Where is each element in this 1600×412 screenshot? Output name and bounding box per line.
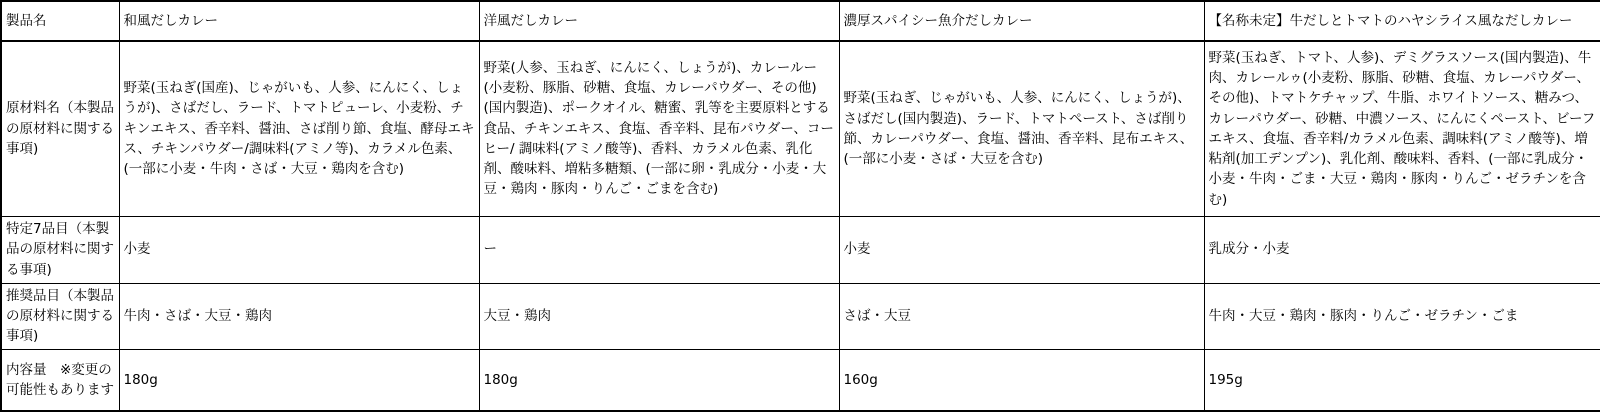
row-label-specified-allergens: 特定7品目（本製品の原材料に関する事項) [1, 216, 119, 283]
specified-allergens-yofu: ー [479, 216, 839, 283]
recommended-allergens-wafu: 牛肉・さば・大豆・鶏肉 [119, 283, 479, 349]
ingredients-wafu: 野菜(玉ねぎ(国産)、じゃがいも、人参、にんにく、しょうが)、さばだし、ラード、トマトピューレ、小麦粉、チキンエキス、香辛料、醤油、さば削り節、食塩、酵母エキス、チキンパウダー/調味料(アミノ等)、カラメル色素、(一部に小麦・牛肉・さば・大豆・鶏肉を含む) [119, 41, 479, 216]
recommended-allergens-seafood: さば・大豆 [839, 283, 1204, 349]
specified-allergens-wafu: 小麦 [119, 216, 479, 283]
ingredients-hayashi: 野菜(玉ねぎ、トマト、人参)、デミグラスソース(国内製造)、牛肉、カレールゥ(小麦粉、豚脂、砂糖、食塩、カレーパウダー、その他)、トマトケチャップ、牛脂、ホワイトソース、糖みつ、カレーパウダー、砂糖、中濃ソース、にんにくペースト、ビーフエキス、食塩、香辛料/カラメル色素、調味料(アミノ酸等)、増粘剤(加工デンプン)、乳化剤、酸味料、香料、(一部に乳成分・小麦・牛肉・ごま・大豆・鶏肉・豚肉・りんご・ゼラチンを含む) [1204, 41, 1600, 216]
net-weight-wafu: 180g [119, 349, 479, 411]
product-name-seafood-dashi-curry: 濃厚スパイシー魚介だしカレー [839, 1, 1204, 41]
recommended-allergens-hayashi: 牛肉・大豆・鶏肉・豚肉・りんご・ゼラチン・ごま [1204, 283, 1600, 349]
recommended-allergens-row [1, 283, 1600, 349]
net-weight-seafood: 160g [839, 349, 1204, 411]
specified-allergens-row [1, 216, 1600, 283]
row-label-recommended-allergens: 推奨品目（本製品の原材料に関する事項) [1, 283, 119, 349]
row-label-net-weight: 内容量 ※変更の可能性もあります [1, 349, 119, 411]
product-name-yofu-dashi-curry: 洋風だしカレー [479, 1, 839, 41]
header-row [1, 1, 1600, 41]
recommended-allergens-yofu: 大豆・鶏肉 [479, 283, 839, 349]
ingredients-seafood: 野菜(玉ねぎ、じゃがいも、人参、にんにく、しょうが)、さばだし(国内製造)、ラード、トマトペースト、さば削り節、カレーパウダー、食塩、醤油、香辛料、昆布エキス、(一部に小麦・さば・大豆を含む) [839, 41, 1204, 216]
net-weight-hayashi: 195g [1204, 349, 1600, 411]
row-label-ingredients: 原材料名（本製品の原材料に関する事項) [1, 41, 119, 216]
header-row-label: 製品名 [1, 1, 119, 41]
specified-allergens-seafood: 小麦 [839, 216, 1204, 283]
specified-allergens-hayashi: 乳成分・小麦 [1204, 216, 1600, 283]
ingredients-row [1, 41, 1600, 216]
net-weight-row [1, 349, 1600, 411]
net-weight-yofu: 180g [479, 349, 839, 411]
ingredients-yofu: 野菜(人参、玉ねぎ、にんにく、しょうが)、カレールー(小麦粉、豚脂、砂糖、食塩、カレーパウダー、その他)(国内製造)、ポークオイル、糖蜜、乳等を主要原料とする食品、チキンエキス、食塩、香辛料、昆布パウダー、コーヒー/ 調味料(アミノ酸等)、香料、カラメル色素、乳化剤、酸味料、増粘多糖類、(一部に卵・乳成分・小麦・大豆・鶏肉・豚肉・りんご・ごまを含む) [479, 41, 839, 216]
product-name-wafu-dashi-curry: 和風だしカレー [119, 1, 479, 41]
product-name-hayashi-dashi-curry: 【名称未定】牛だしとトマトのハヤシライス風なだしカレー [1204, 1, 1600, 41]
